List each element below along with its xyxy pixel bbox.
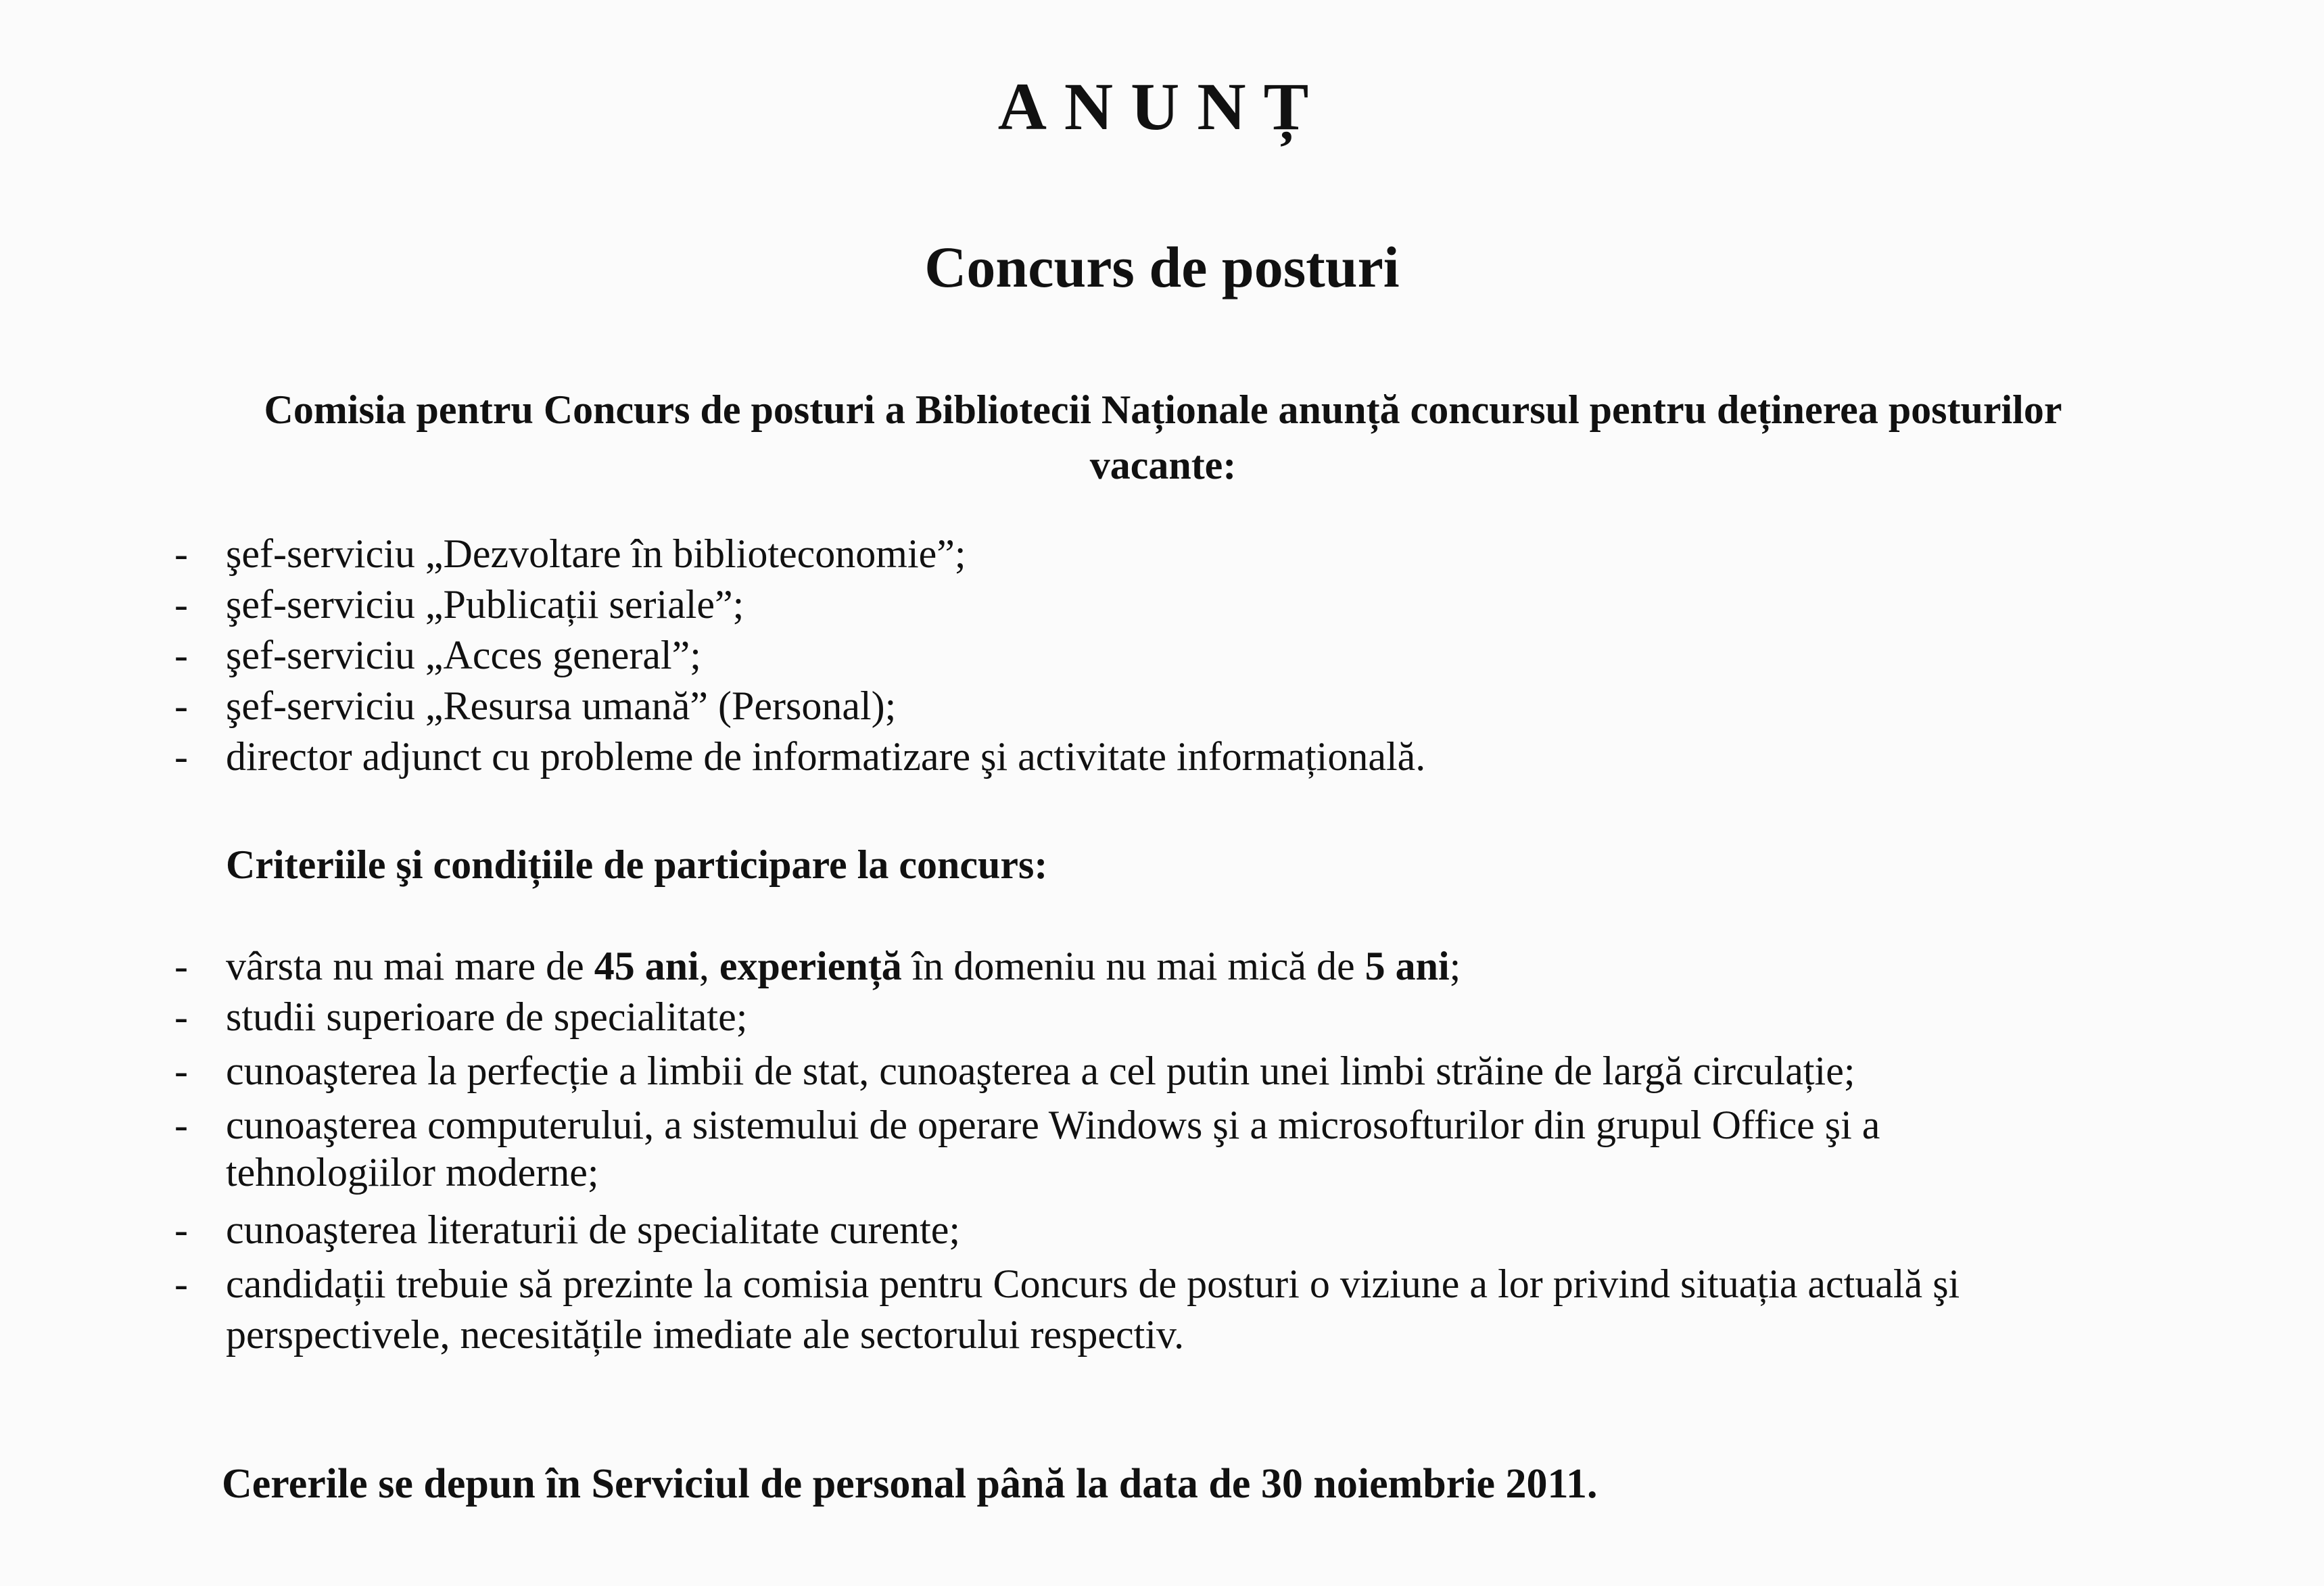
position-item: director adjunct cu probleme de informatizare şi activitate informațională. [226,734,1426,779]
list-bullet: - [174,1261,188,1306]
criteria-bold-years: 5 ani [1365,944,1450,988]
criteria-item: candidații trebuie să prezinte la comisia pentru Concurs de posturi o viziune a lor privind situația actuală şi [226,1261,1960,1306]
criteria-item-continuation: perspectivele, necesitățile imediate ale sectorului respectiv. [226,1312,1185,1357]
list-bullet: - [174,633,188,677]
criteria-text: în domeniu nu mai mică de [901,944,1365,988]
page-title: ANUNȚ [997,69,1327,144]
criteria-item: cunoaşterea la perfecție a limbii de stat, cunoaşterea a cel putin unei limbi străine de largă circulație; [226,1049,1855,1093]
list-bullet: - [174,531,188,576]
intro-paragraph: Comisia pentru Concurs de posturi a Bibliotecii Naționale anunță concursul pentru deținerea posturilor vacante: [264,387,2062,487]
position-item: şef-serviciu „Resursa umană” (Personal); [226,683,897,728]
list-bullet: - [174,1049,188,1093]
criteria-bold-experience: experiență [719,944,902,988]
list-bullet: - [174,1103,188,1147]
criteria-heading: Criteriile şi condițiile de participare la concurs: [226,842,1048,887]
criteria-item: cunoaşterea literaturii de specialitate curente; [226,1207,961,1252]
criteria-text: , [698,944,719,988]
criteria-bold-age: 45 ani [594,944,699,988]
position-item: şef-serviciu „Acces general”; [226,633,701,677]
position-item: şef-serviciu „Dezvoltare în biblioteconomie”; [226,531,966,576]
list-bullet: - [174,582,188,627]
list-bullet: - [174,1207,188,1252]
criteria-item-age [226,943,1461,990]
criteria-text: ; [1449,944,1461,988]
list-bullet: - [174,994,188,1039]
criteria-item: studii superioare de specialitate; [226,994,748,1039]
list-bullet: - [174,734,188,779]
criteria-item-continuation: tehnologiilor moderne; [226,1150,599,1195]
position-item: şef-serviciu „Publicații seriale”; [226,582,744,627]
list-bullet: - [174,944,188,988]
page-subtitle: Concurs de posturi [924,235,1400,299]
list-bullet: - [174,683,188,728]
deadline-note: Cererile se depun în Serviciul de personal până la data de 30 noiembrie 2011. [222,1461,1598,1507]
criteria-text: vârsta nu mai mare de [226,944,594,988]
criteria-item: cunoaşterea computerului, a sistemului de operare Windows şi a microsofturilor din grupul Office şi a [226,1103,1880,1147]
